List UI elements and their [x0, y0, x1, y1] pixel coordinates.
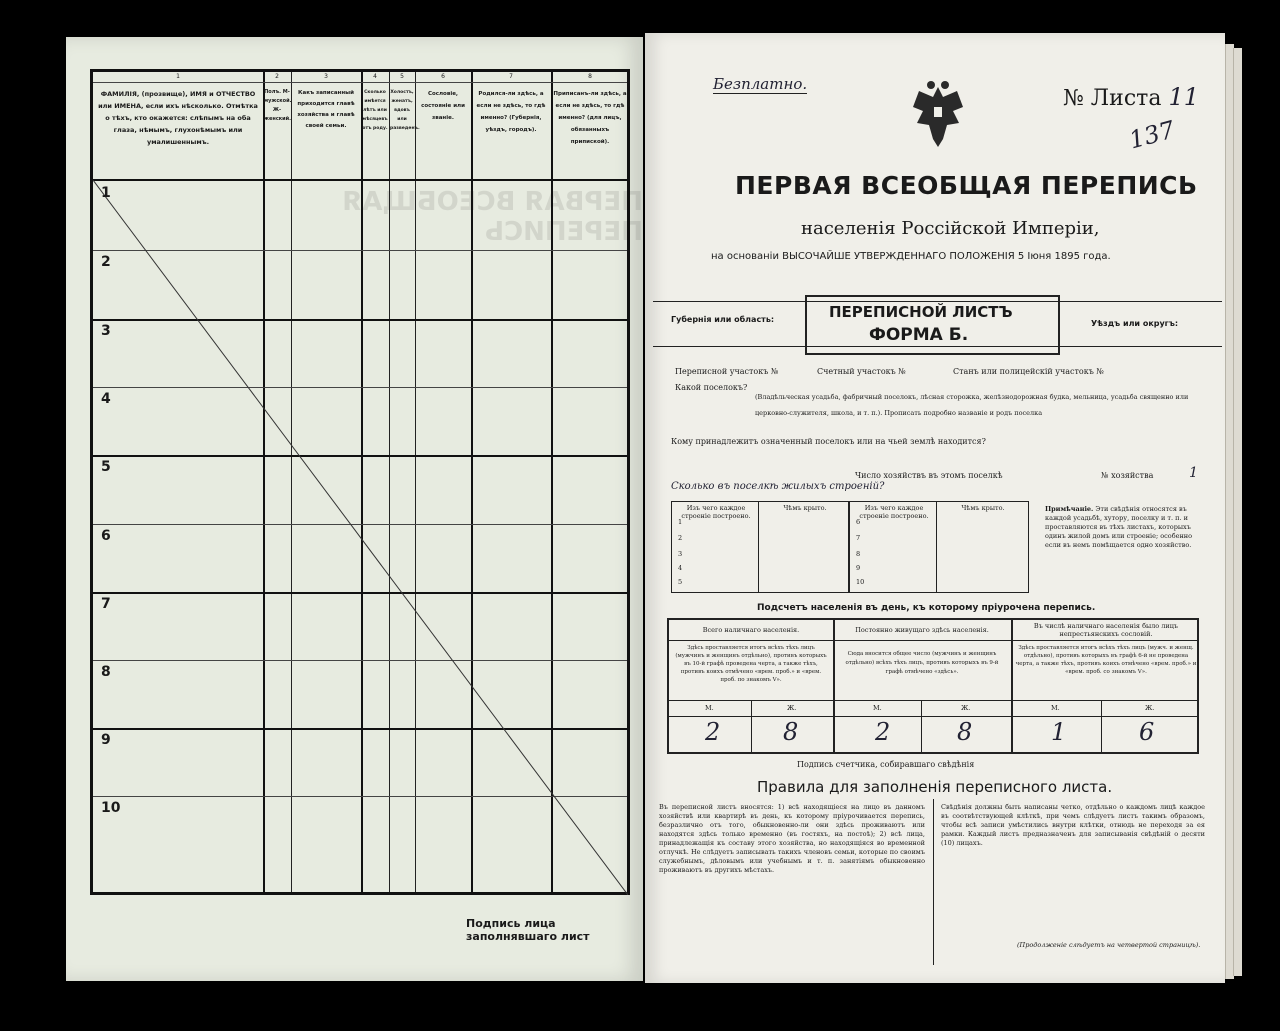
tally-total-description: Здѣсь проставляется итогъ всѣхъ тѣхъ лицъ (мужчинъ и женщинъ отдѣльно), противъ которыхъ въ 10-й графѣ проведена черта, а также тѣхъ, противъ коихъ отмѣчено «врем. проб.» и «врем. проб. по знакомъ V».	[675, 645, 827, 683]
tally-nonpeasant-description: Здѣсь проставляется итогъ всѣхъ тѣхъ лицъ (мужч. и женщ. отдѣльно), противъ которыхъ въ графѣ 6-й не проведена черта, а также тѣхъ, противъ коихъ отмѣчено «врем. проб.» и «врем. проб. со знакомъ V».	[1015, 645, 1197, 675]
building-row: 3	[678, 550, 683, 558]
tally-permanent-female-value: 8	[957, 718, 973, 746]
col-number: 2	[275, 73, 279, 80]
building-row: 10	[856, 578, 865, 586]
building-row: 7	[856, 534, 861, 542]
building-row: 8	[856, 550, 861, 558]
column-header-registered: Приписанъ-ли здѣсь, а если не здѣсь, то гдѣ именно? (для лицъ, обязанныхъ припиской).	[553, 91, 627, 145]
bleed-through-text: ПЕРВАЯ ВСЕОБЩАЯ ПЕРЕПИСЬ	[342, 187, 643, 247]
column-header-marital: Холостъ, женатъ, вдовъ или разведенъ.	[390, 90, 420, 131]
row-number: 3	[101, 323, 111, 339]
col-number: 8	[588, 73, 592, 80]
column-header-sex: Полъ. М-мужской. Ж-женский.	[264, 89, 292, 122]
buildings-note	[1045, 505, 1205, 550]
row-number: 5	[101, 459, 111, 475]
row-number: 8	[101, 664, 111, 680]
row-number: 4	[101, 391, 111, 407]
col-number: 6	[441, 73, 445, 80]
column-header-relation: Какъ записанный приходится главѣ хозяйства и главѣ своей семьи.	[297, 90, 355, 129]
archive-number-handwritten: 137	[1126, 115, 1178, 155]
male-label: М.	[873, 704, 882, 712]
households-count-label: Число хозяйствъ въ этомъ поселкѣ	[855, 471, 1003, 480]
continued-note: (Продолженіе слѣдуетъ на четвертой страницѣ).	[1017, 941, 1201, 949]
tally-nonpeasant-header: Въ числѣ наличнаго населенія было лицъ непрестьянскихъ сословій.	[1033, 622, 1179, 638]
buildings-table-left	[671, 501, 849, 593]
buildings-roof-header: Чѣмъ крыто.	[961, 504, 1005, 512]
column-header-birthplace: Родился-ли здѣсь, а если не здѣсь, то гдѣ именно? (Губернія, уѣздъ, городъ).	[476, 91, 546, 133]
column-header-estate: Сословіе, состояніе или званіе.	[421, 91, 465, 121]
tally-total-male-value: 2	[705, 718, 721, 746]
female-label: Ж.	[1145, 704, 1155, 712]
buildings-material-header: Изъ чего каждое строеніе построено.	[859, 504, 929, 520]
column-header-name: ФАМИЛІЯ, (прозвище), ИМЯ и ОТЧЕСТВО или ИМЕНА, если ихъ нѣсколько. Отмѣтка о тѣхъ, кто окажется: слѣпымъ на оба глаза, нѣмымъ, глухонѣмымъ или умалишеннымъ.	[98, 90, 258, 146]
tally-total-female-value: 8	[783, 718, 799, 746]
form-label: ФОРМА Б.	[869, 325, 969, 345]
female-label: Ж.	[787, 704, 797, 712]
filler-signature-label: Подпись лица заполнявшаго лист	[466, 917, 590, 943]
police-precinct-label: Станъ или полицейскій участокъ №	[953, 367, 1104, 376]
page-title: ПЕРВАЯ ВСЕОБЩАЯ ПЕРЕПИСЬ	[735, 171, 1198, 200]
building-row: 1	[678, 518, 683, 526]
buildings-material-header: Изъ чего каждое строеніе построено.	[681, 504, 751, 520]
building-row: 9	[856, 564, 861, 572]
cancel-diagonal-line	[93, 180, 628, 895]
building-row: 5	[678, 578, 683, 586]
page-edge	[1233, 48, 1242, 976]
row-number: 9	[101, 732, 111, 748]
tally-table	[667, 618, 1199, 754]
uezd-label: Уѣздъ или округъ:	[1091, 319, 1179, 328]
note-text: Эти свѣдѣнія относятся въ каждой усадьбѣ, хутору, поселку и т. п. и проставляются въ тѣхъ листахъ, которыхъ одинъ жилой домъ или строеніе; особенно если въ немъ помѣщается одно хозяйство.	[1045, 505, 1193, 549]
guberniya-label: Губернія или область:	[671, 315, 775, 324]
tally-total-header: Всего наличнаго населенія.	[702, 626, 800, 634]
tally-nonpeasant-male-value: 1	[1051, 718, 1067, 746]
column-header-age: Сколько имѣется лѣтъ или мѣсяцевъ отъ роду.	[362, 90, 388, 131]
row-number: 7	[101, 596, 111, 612]
left-page	[66, 37, 643, 981]
tally-permanent-header: Постоянно живущаго здѣсь населенія.	[855, 626, 989, 634]
sheet-number-label: № Листа 11	[1063, 83, 1199, 111]
row-number: 10	[101, 800, 121, 816]
counter-signature-label: Подпись счетчика, собиравшаго свѣдѣнія	[797, 760, 975, 769]
col-number: 5	[400, 73, 404, 80]
row-number: 6	[101, 528, 111, 544]
female-label: Ж.	[961, 704, 971, 712]
male-label: М.	[1051, 704, 1060, 712]
legal-basis: на основаніи ВЫСОЧАЙШЕ УТВЕРЖДЕННАГО ПОЛОЖЕНІЯ 5 Іюня 1895 года.	[711, 251, 1111, 262]
building-row: 4	[678, 564, 683, 572]
sheet-type: ПЕРЕПИСНОЙ ЛИСТЪ	[829, 303, 1013, 321]
tally-permanent-description: Сюда вносится общее число (мужчинъ и женщинъ отдѣльно) всѣхъ тѣхъ лицъ, противъ которыхъ въ 9-й графѣ отмѣчено «здѣсь».	[845, 651, 999, 675]
note-title: Примѣчаніе.	[1045, 505, 1094, 513]
precinct-label: Переписной участокъ №	[675, 367, 779, 376]
male-label: М.	[705, 704, 714, 712]
double-headed-eagle-emblem	[907, 77, 969, 149]
row-number: 1	[101, 185, 111, 201]
rules-left-column: Въ переписной листъ вносятся: 1) всѣ находящіеся на лицо въ данномъ хозяйствѣ или квартирѣ въ день, къ которому пріурочивается перепись, безразлично отъ того, обыкновенно-ли они здѣсь проживаютъ или находятся здѣсь только временно (въ гостяхъ, на постоѣ); 2) всѣ лица, принадлежащія къ составу этого хозяйства, но находящіяся во временной отлучкѣ. Не слѣдуетъ записывать такихъ членовъ семьи, которые по своимъ служебнымъ, дѣловымъ или учебнымъ и т. п. занятіямъ обыкновенно проживаютъ въ другихъ мѣстахъ.	[659, 803, 925, 874]
col-number: 3	[324, 73, 328, 80]
tally-permanent-male-value: 2	[875, 718, 891, 746]
count-precinct-label: Счетный участокъ №	[817, 367, 906, 376]
rules-right-column: Свѣдѣнія должны быть написаны четко, отдѣльно о каждомъ лицѣ каждое въ соотвѣтствующей клѣткѣ, при чемъ слѣдуетъ листъ такимъ образомъ, чтобы всѣ записи умѣстились внутри клѣтки, отнюдь не переходя за ея рамки. Каждый листъ предназначенъ для записыванія свѣдѣній о десяти (10) лицахъ.	[941, 803, 1205, 847]
owner-label: Кому принадлежитъ означенный поселокъ или на чьей землѣ находится?	[671, 437, 986, 446]
col-number: 7	[509, 73, 513, 80]
settlement-note: (Владѣльческая усадьба, фабричный поселокъ, лѣсная сторожка, желѣзнодорожная будка, мельница, усадьба священно или церковно-служителя, школа, и т. п.). Прописать подробно названіе и родъ поселка	[755, 393, 1189, 417]
col-number: 4	[373, 73, 377, 80]
building-row: 2	[678, 534, 683, 542]
census-grid	[90, 69, 630, 895]
right-page	[645, 33, 1225, 983]
free-label: Безплатно.	[713, 75, 808, 93]
tally-nonpeasant-female-value: 6	[1139, 718, 1155, 746]
sheet-number-handwritten: 11	[1168, 83, 1199, 111]
row-number: 2	[101, 254, 111, 270]
building-row: 6	[856, 518, 861, 526]
household-number-label: № хозяйства	[1101, 471, 1154, 480]
tally-title: Подсчетъ населенія въ день, къ которому пріурочена перепись.	[757, 603, 1096, 613]
buildings-table-right	[849, 501, 1029, 593]
col-number: 1	[176, 73, 180, 80]
rules-title: Правила для заполненія переписного листа.	[757, 778, 1113, 796]
buildings-label: Сколько въ поселкѣ жилыхъ строеній?	[671, 481, 885, 492]
page-subtitle: населенія Россійской Имперіи,	[801, 218, 1100, 239]
settlement-label: Какой поселокъ?	[675, 383, 748, 392]
household-number-value: 1	[1189, 465, 1198, 481]
buildings-roof-header: Чѣмъ крыто.	[783, 504, 827, 512]
